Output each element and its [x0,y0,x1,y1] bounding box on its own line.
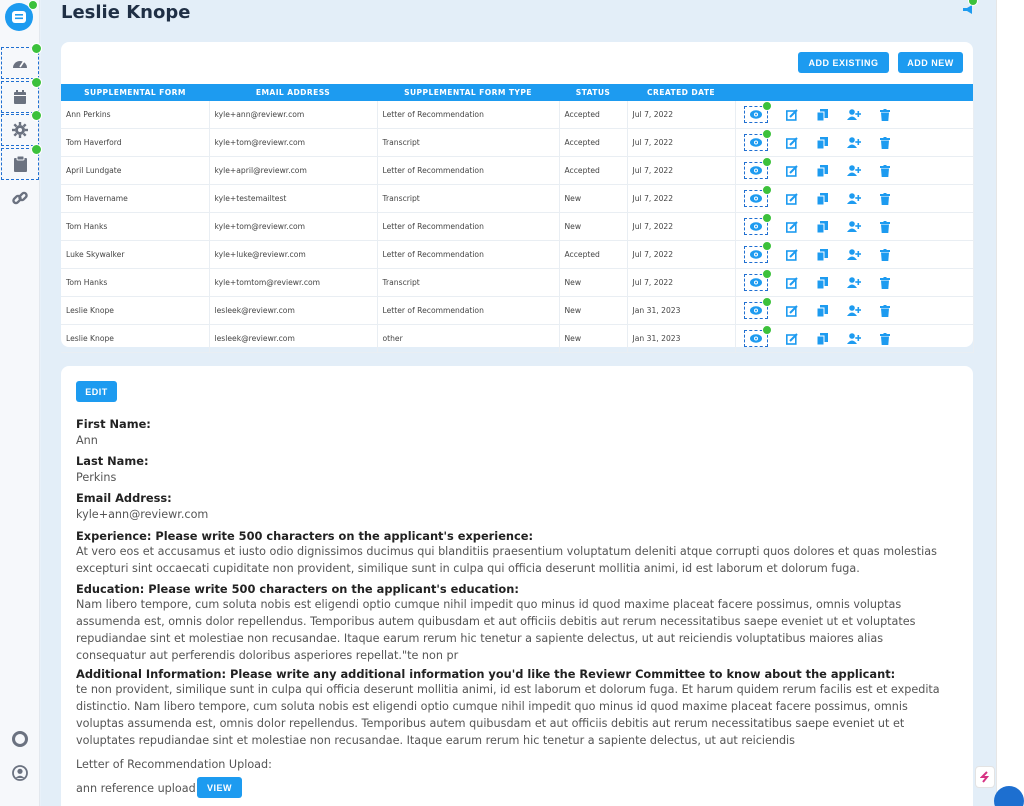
table-row[interactable] [61,157,973,185]
email-value: kyle+ann@reviewr.com [76,508,209,521]
form-name-cell: Tom Hanks [61,269,209,297]
row-actions [735,269,973,297]
row-actions [735,129,973,157]
edit-icon[interactable] [785,276,799,290]
table-row[interactable] [61,101,973,129]
help-icon [12,731,28,747]
copy-icon[interactable] [816,108,830,122]
status-cell: Accepted [559,129,627,157]
status-cell: New [559,185,627,213]
table-row[interactable] [61,213,973,241]
form-name-cell: Ann Perkins [61,101,209,129]
education-label: Education: Please write 500 characters on the applicant's education: [76,582,519,596]
status-cell: Accepted [559,101,627,129]
delete-icon[interactable] [878,164,892,178]
edit-icon[interactable] [785,164,799,178]
delete-icon[interactable] [878,248,892,262]
edit-icon[interactable] [785,332,799,346]
email-cell: kyle+ann@reviewr.com [209,101,377,129]
created-date-cell: Jul 7, 2022 [627,129,735,157]
form-name-cell: Leslie Knope [61,325,209,353]
email-cell: kyle+tom@reviewr.com [209,129,377,157]
last-name-label: Last Name: [76,454,149,468]
add-user-icon[interactable] [847,332,861,346]
view-icon[interactable] [744,274,768,291]
delete-icon[interactable] [878,108,892,122]
table-header-row [61,84,973,101]
view-upload-button[interactable]: VIEW [197,777,242,798]
add-user-icon[interactable] [847,220,861,234]
created-date-cell: Jul 7, 2022 [627,269,735,297]
add-user-icon[interactable] [847,108,861,122]
sidebar-item-profile[interactable] [1,757,39,789]
first-name-label: First Name: [76,417,151,431]
email-cell: kyle+april@reviewr.com [209,157,377,185]
add-new-button[interactable]: ADD NEW [898,52,963,73]
add-user-icon[interactable] [847,248,861,262]
right-panel-strip [996,0,1024,806]
edit-icon[interactable] [785,248,799,262]
sidebar-item-settings[interactable] [1,114,39,146]
row-actions [735,185,973,213]
last-name-value: Perkins [76,471,117,484]
view-icon[interactable] [744,246,768,263]
upload-label: Letter of Recommendation Upload: [76,758,272,771]
form-type-cell: Transcript [377,269,559,297]
view-icon[interactable] [744,302,768,319]
column-header[interactable]: CREATED DATE [627,84,735,101]
edit-icon[interactable] [785,192,799,206]
add-user-icon[interactable] [847,192,861,206]
education-value: Nam libero tempore, cum soluta nobis est eligendi optio cumque nihil impedit quo minus id quod maxime placeat facere possimus, omnis voluptas assumenda est, omnis dolor repellendus. Temporibus autem quibusdam et aut officiis debitis aut rerum necessitatibus saepe eveniet ut et voluptates repudiandae sint et molestiae non recusandae. Itaque earum rerum hic tenetur a sapiente delectus, ut aut reiciendis voluptatibus maiores alias consequatur aut perferendis doloribus asperiores repellat."te non pr [76,598,916,662]
sidebar-item-calendar[interactable] [1,81,39,113]
delete-icon[interactable] [878,304,892,318]
table-row[interactable] [61,297,973,325]
created-date-cell: Jan 31, 2023 [627,325,735,353]
supplemental-forms-table [61,84,974,353]
delete-icon[interactable] [878,332,892,346]
row-actions [735,325,973,353]
table-row[interactable] [61,325,973,353]
status-cell: New [559,269,627,297]
table-row[interactable] [61,185,973,213]
view-icon[interactable] [744,134,768,151]
sidebar-item-help[interactable] [1,723,39,755]
created-date-cell: Jul 7, 2022 [627,101,735,129]
announcement-icon[interactable] [962,0,974,19]
row-actions [735,157,973,185]
delete-icon[interactable] [878,192,892,206]
status-cell: Accepted [559,241,627,269]
table-row[interactable] [61,129,973,157]
widget-icon[interactable] [975,766,995,788]
copy-icon[interactable] [816,136,830,150]
form-type-cell: Letter of Recommendation [377,157,559,185]
column-header[interactable]: EMAIL ADDRESS [209,84,377,101]
app-logo-icon[interactable] [5,3,33,31]
created-date-cell: Jul 7, 2022 [627,241,735,269]
copy-icon[interactable] [816,248,830,262]
row-actions [735,241,973,269]
additional-info-value: te non provident, similique sunt in culpa qui officia deserunt mollitia animi, id est laborum et dolorum fuga. Et harum quidem rerum facilis est et expedita distinctio. Nam libero tempore, cum soluta nobis est eligendi optio cumque nihil impedit quo minus id quod maxime placeat facere possimus, omnis voluptas assumenda est, omnis dolor repellendus. Temporibus autem quibusdam et aut officiis debitis aut rerum necessitatibus saepe eveniet ut et voluptates repudiandae sint et molestiae non recusandae. Itaque earum rerum hic tenetur a sapiente delectus, ut aut reiciendis [76,683,940,747]
form-name-cell: Leslie Knope [61,297,209,325]
view-icon[interactable] [744,162,768,179]
copy-icon[interactable] [816,304,830,318]
view-icon[interactable] [744,218,768,235]
column-header[interactable]: SUPPLEMENTAL FORM [61,84,209,101]
table-row[interactable] [61,241,973,269]
page-title: Leslie Knope [61,2,191,23]
email-cell: kyle+luke@reviewr.com [209,241,377,269]
add-user-icon[interactable] [847,136,861,150]
email-cell: lesleek@reviewr.com [209,297,377,325]
email-label: Email Address: [76,491,172,505]
experience-label: Experience: Please write 500 characters on the applicant's experience: [76,529,534,543]
email-cell: kyle+tomtom@reviewr.com [209,269,377,297]
column-header [735,84,973,101]
form-name-cell: Tom Haverford [61,129,209,157]
edit-icon[interactable] [785,304,799,318]
status-cell: New [559,297,627,325]
gear-icon [12,122,28,138]
first-name-value: Ann [76,434,98,447]
add-user-icon[interactable] [847,276,861,290]
row-actions [735,213,973,241]
add-user-icon[interactable] [847,164,861,178]
experience-value: At vero eos et accusamus et iusto odio dignissimos ducimus qui blanditiis praesentium voluptatum deleniti atque corrupti quos dolores et quas molestias excepturi sint occaecati cupiditate non provident, similique sunt in culpa qui officia deserunt mollitia animi, id est laborum et dolorum fuga. [76,545,937,575]
edit-button[interactable]: EDIT [76,381,117,402]
copy-icon[interactable] [816,276,830,290]
link-icon [12,190,28,206]
delete-icon[interactable] [878,136,892,150]
copy-icon[interactable] [816,164,830,178]
form-name-cell: Luke Skywalker [61,241,209,269]
form-type-cell: other [377,325,559,353]
add-user-icon[interactable] [847,304,861,318]
view-icon[interactable] [744,330,768,347]
created-date-cell: Jul 7, 2022 [627,157,735,185]
edit-icon[interactable] [785,220,799,234]
created-date-cell: Jul 7, 2022 [627,213,735,241]
form-name-cell: April Lundgate [61,157,209,185]
status-cell: New [559,213,627,241]
edit-icon[interactable] [785,108,799,122]
delete-icon[interactable] [878,220,892,234]
row-actions [735,297,973,325]
delete-icon[interactable] [878,276,892,290]
row-actions [735,101,973,129]
add-existing-button[interactable]: ADD EXISTING [798,52,889,73]
additional-info-label: Additional Information: Please write any additional information you'd like the Reviewr Committee to know about the applicant: [76,667,896,681]
form-type-cell: Transcript [377,185,559,213]
sidebar-item-links[interactable] [1,182,39,214]
dashboard-icon [11,56,29,70]
form-type-cell: Letter of Recommendation [377,297,559,325]
form-name-cell: Tom Hanks [61,213,209,241]
table-row[interactable] [61,269,973,297]
user-icon [12,765,28,781]
form-type-cell: Letter of Recommendation [377,101,559,129]
column-header[interactable]: SUPPLEMENTAL FORM TYPE [377,84,559,101]
form-type-cell: Letter of Recommendation [377,213,559,241]
copy-icon[interactable] [816,332,830,346]
view-icon[interactable] [744,190,768,207]
sidebar [0,0,40,806]
email-cell: lesleek@reviewr.com [209,325,377,353]
edit-icon[interactable] [785,136,799,150]
copy-icon[interactable] [816,192,830,206]
form-type-cell: Letter of Recommendation [377,241,559,269]
sidebar-item-forms[interactable] [1,148,39,180]
created-date-cell: Jan 31, 2023 [627,297,735,325]
chat-launcher-button[interactable] [994,786,1024,806]
column-header[interactable]: STATUS [559,84,627,101]
upload-file-name: ann reference upload [76,782,196,795]
created-date-cell: Jul 7, 2022 [627,185,735,213]
view-icon[interactable] [744,106,768,123]
status-cell: New [559,325,627,353]
email-cell: kyle+tom@reviewr.com [209,213,377,241]
email-cell: kyle+testemailtest [209,185,377,213]
status-cell: Accepted [559,157,627,185]
copy-icon[interactable] [816,220,830,234]
calendar-icon [13,90,27,105]
form-name-cell: Tom Havername [61,185,209,213]
form-type-cell: Transcript [377,129,559,157]
sidebar-item-dashboard[interactable] [1,47,39,79]
clipboard-icon [14,156,27,172]
